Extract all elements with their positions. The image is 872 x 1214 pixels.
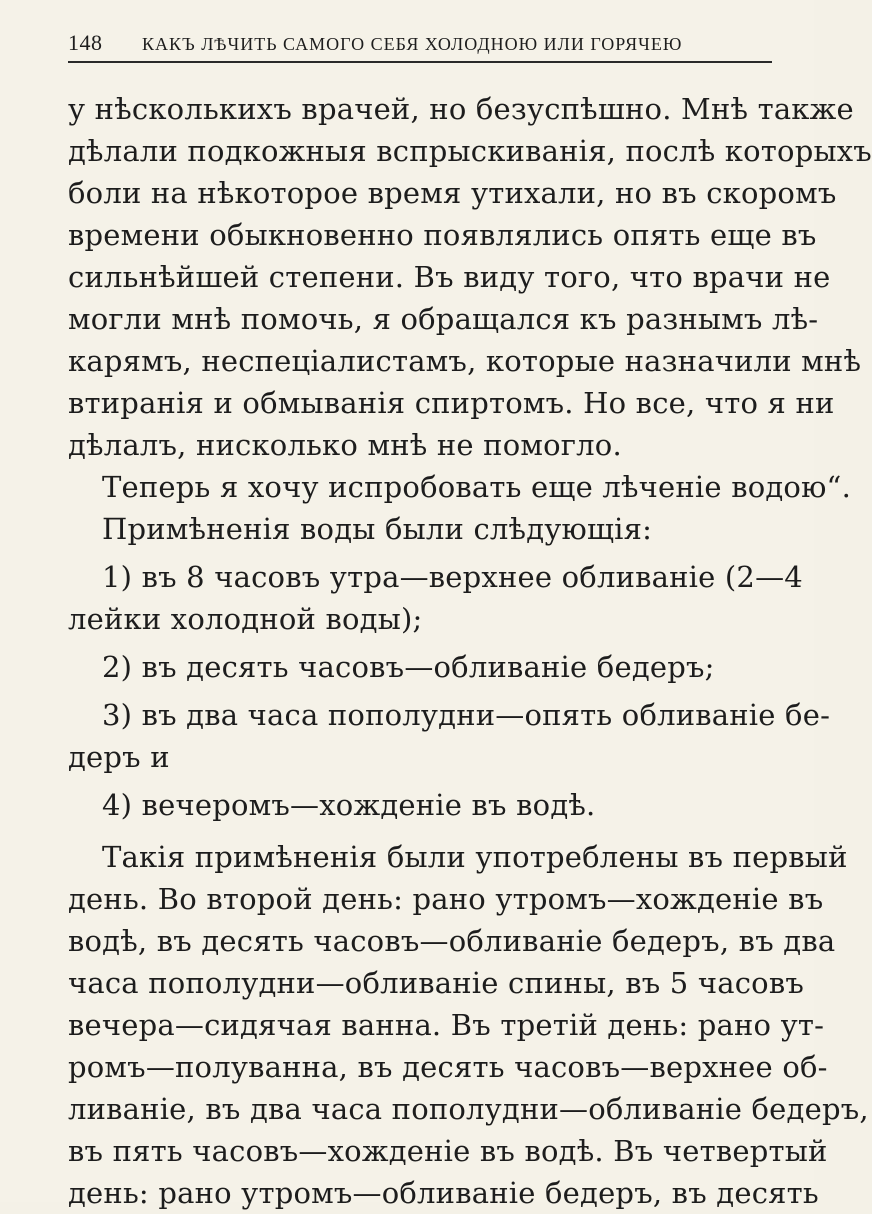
text-line: сильнѣйшей степени. Въ виду того, что врачи не bbox=[68, 260, 831, 294]
header-rule bbox=[68, 61, 772, 63]
text-line: лейки холодной воды); bbox=[68, 602, 423, 636]
running-head bbox=[68, 28, 772, 62]
text-line: Примѣненія воды были слѣдующія: bbox=[102, 512, 653, 546]
list-item bbox=[68, 784, 768, 826]
text-line: у нѣсколькихъ врачей, но безуспѣшно. Мнѣ также bbox=[68, 92, 854, 126]
paragraph-quote-end bbox=[68, 466, 851, 508]
page-number: 148 bbox=[68, 30, 103, 55]
text-line: деръ и bbox=[68, 740, 170, 774]
text-line: могли мнѣ помочь, я обращался къ разнымъ лѣ- bbox=[68, 302, 819, 336]
text-line: дѣлалъ, нисколько мнѣ не помогло. bbox=[68, 428, 622, 462]
text-line: день: рано утромъ—обливаніе бедеръ, въ десять bbox=[68, 1176, 819, 1210]
text-line: 1) въ 8 часовъ утра—верхнее обливаніе (2—4 bbox=[102, 560, 803, 594]
text-line: карямъ, неспеціалистамъ, которые назначили мнѣ bbox=[68, 344, 862, 378]
text-line: вечера—сидячая ванна. Въ третій день: рано ут- bbox=[68, 1008, 825, 1042]
paragraph-applications-intro bbox=[68, 508, 768, 550]
text-line: водѣ, въ десять часовъ—обливаніе бедеръ, въ два bbox=[68, 924, 836, 958]
list-item bbox=[68, 646, 768, 688]
paragraph-daily-schedule bbox=[68, 836, 869, 1214]
text-line: Теперь я хочу испробовать еще лѣченіе водою“. bbox=[102, 470, 851, 504]
applications-list bbox=[68, 556, 831, 826]
text-line: 4) вечеромъ—хожденіе въ водѣ. bbox=[102, 788, 596, 822]
text-line: ромъ—полуванна, въ десять часовъ—верхнее об- bbox=[68, 1050, 828, 1084]
paragraph-continued bbox=[68, 88, 872, 466]
text-line: Такія примѣненія были употреблены въ первый bbox=[102, 840, 848, 874]
text-line: боли на нѣкоторое время утихали, но въ скоромъ bbox=[68, 176, 837, 210]
page-body bbox=[68, 88, 872, 1214]
text-line: дѣлали подкожныя вспрыскиванія, послѣ которыхъ bbox=[68, 134, 872, 168]
text-line: 3) въ два часа пополудни—опять обливаніе бе- bbox=[102, 698, 831, 732]
text-line: 2) въ десять часовъ—обливаніе бедеръ; bbox=[102, 650, 715, 684]
text-line: времени обыкновенно появлялись опять еще въ bbox=[68, 218, 817, 252]
text-line: въ пять часовъ—хожденіе въ водѣ. Въ четвертый bbox=[68, 1134, 828, 1168]
text-line: день. Во второй день: рано утромъ—хожденіе въ bbox=[68, 882, 824, 916]
list-item bbox=[68, 556, 803, 640]
running-title: КАКЪ ЛѢЧИТЬ САМОГО СЕБЯ ХОЛОДНОЮ ИЛИ ГОРЯЧЕЮ bbox=[142, 34, 683, 54]
text-line: втиранія и обмыванія спиртомъ. Но все, что я ни bbox=[68, 386, 835, 420]
text-line: ливаніе, въ два часа пополудни—обливаніе бедеръ, bbox=[68, 1092, 869, 1126]
list-item bbox=[68, 694, 831, 778]
text-line: часа пополудни—обливаніе спины, въ 5 часовъ bbox=[68, 966, 805, 1000]
